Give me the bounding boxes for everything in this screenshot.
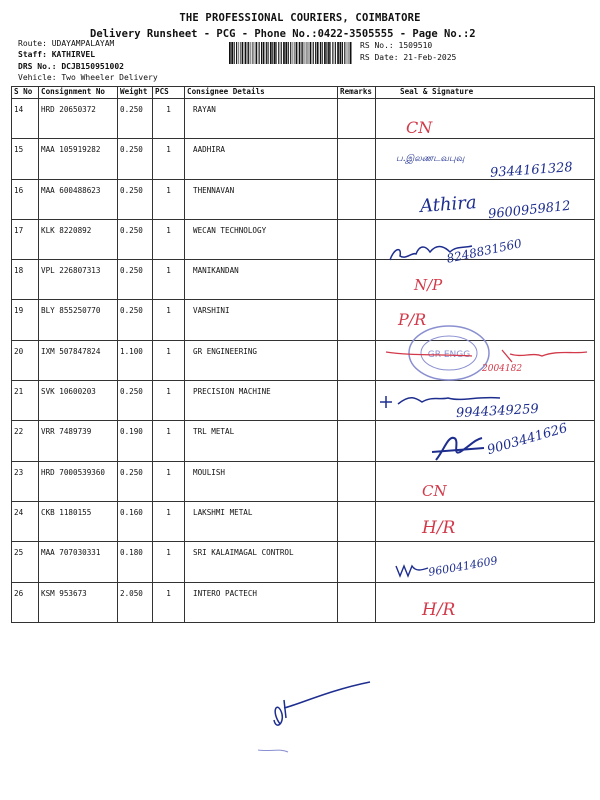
cell-consignment-no: SVK 10600203 [39, 381, 118, 421]
cell-sno: 25 [12, 542, 39, 582]
cell-weight: 0.190 [118, 421, 153, 461]
cell-sno: 19 [12, 300, 39, 340]
hw-r16-phone: 9600959812 [487, 198, 572, 223]
cell-pcs: 1 [153, 300, 185, 340]
cell-sno: 21 [12, 381, 39, 421]
vehicle-label: Vehicle: Two Wheeler Delivery [18, 73, 158, 82]
hw-r19-pr: P/R [398, 310, 427, 329]
cell-consignee: PRECISION MACHINE [185, 381, 338, 421]
cell-remarks [338, 501, 376, 541]
cell-consignment-no: BLY 855250770 [39, 300, 118, 340]
cell-signature [376, 421, 595, 461]
cell-weight: 1.100 [118, 340, 153, 380]
cell-remarks [338, 179, 376, 219]
hw-r24-hr: H/R [422, 518, 456, 538]
table-row [12, 179, 595, 219]
table-header-row [12, 87, 595, 99]
bottom-signature [250, 680, 380, 770]
table-row [12, 582, 595, 622]
table-row [12, 300, 595, 340]
cell-consignee: THENNAVAN [185, 179, 338, 219]
cell-sno: 15 [12, 139, 39, 179]
cell-sno: 23 [12, 461, 39, 501]
cell-remarks [338, 300, 376, 340]
cell-remarks [338, 219, 376, 259]
cell-consignment-no: HRD 20650372 [39, 99, 118, 139]
cell-remarks [338, 421, 376, 461]
hw-r22-phone: 9003441626 [485, 420, 570, 459]
cell-remarks [338, 542, 376, 582]
cell-remarks [338, 381, 376, 421]
cell-pcs: 1 [153, 260, 185, 300]
cell-consignment-no: VPL 226807313 [39, 260, 118, 300]
cell-sno: 26 [12, 582, 39, 622]
cell-signature [376, 139, 595, 179]
cell-sno: 20 [12, 340, 39, 380]
cell-weight: 0.250 [118, 381, 153, 421]
table-row [12, 219, 595, 259]
col-seal-signature: Seal & Signature [376, 87, 595, 99]
cell-consignee: MANIKANDAN [185, 260, 338, 300]
cell-consignee: TRL METAL [185, 421, 338, 461]
cell-consignment-no: IXM 507847824 [39, 340, 118, 380]
cell-consignee: GR ENGINEERING [185, 340, 338, 380]
cell-consignment-no: VRR 7489739 [39, 421, 118, 461]
col-sno: S No [12, 87, 39, 99]
cell-consignment-no: MAA 707030331 [39, 542, 118, 582]
cell-consignment-no: MAA 600488623 [39, 179, 118, 219]
hw-r20-num: 2004182 [482, 364, 523, 374]
barcode-image [229, 42, 353, 64]
rs-no-label: RS No.: 1509510 [360, 41, 433, 50]
cell-weight: 0.160 [118, 501, 153, 541]
cell-consignment-no: KLK 8220892 [39, 219, 118, 259]
cell-weight: 0.250 [118, 99, 153, 139]
table-row [12, 421, 595, 461]
rs-date-label: RS Date: 21-Feb-2025 [360, 53, 457, 62]
cell-signature [376, 99, 595, 139]
hw-r15-name: ப.இலணடவபுவு [396, 154, 465, 164]
cell-remarks [338, 260, 376, 300]
hw-r15-phone: 9344161328 [489, 160, 574, 181]
cell-weight: 0.250 [118, 260, 153, 300]
cell-pcs: 1 [153, 99, 185, 139]
hw-r23-cn: CN [422, 482, 447, 500]
table-row [12, 381, 595, 421]
col-consignee: Consignee Details [185, 87, 338, 99]
hw-r17-phone: 8248831560 [445, 236, 523, 266]
stamp-text: GR ENGG [427, 350, 471, 360]
cell-signature [376, 381, 595, 421]
cell-consignee: SRI KALAIMAGAL CONTROL [185, 542, 338, 582]
table-row [12, 542, 595, 582]
drs-label: DRS No.: DCJB150951002 [18, 62, 124, 71]
cell-signature [376, 340, 595, 380]
hw-r14-cn: CN [406, 118, 433, 137]
staff-label: Staff: KATHIRVEL [18, 50, 96, 59]
cell-consignment-no: CKB 1180155 [39, 501, 118, 541]
cell-pcs: 1 [153, 461, 185, 501]
col-consignment: Consignment No [39, 87, 118, 99]
cell-weight: 0.250 [118, 219, 153, 259]
table-row [12, 501, 595, 541]
table-row [12, 461, 595, 501]
route-label: Route: UDAYAMPALAYAM [18, 39, 115, 48]
cell-consignee: AADHIRA [185, 139, 338, 179]
cell-pcs: 1 [153, 139, 185, 179]
cell-remarks [338, 340, 376, 380]
cell-consignment-no: MAA 105919282 [39, 139, 118, 179]
cell-pcs: 1 [153, 219, 185, 259]
cell-weight: 0.250 [118, 461, 153, 501]
cell-signature [376, 219, 595, 259]
cell-signature [376, 300, 595, 340]
cell-weight: 0.250 [118, 300, 153, 340]
hw-r26-hr: H/R [422, 600, 456, 620]
col-pcs: PCS [153, 87, 185, 99]
cell-sno: 14 [12, 99, 39, 139]
cell-pcs: 1 [153, 340, 185, 380]
runsheet-title: Delivery Runsheet - PCG - Phone No.:0422-3505555 - Page No.:2 [90, 28, 476, 40]
company-title: THE PROFESSIONAL COURIERS, COIMBATORE [179, 12, 421, 24]
cell-weight: 2.050 [118, 582, 153, 622]
cell-pcs: 1 [153, 381, 185, 421]
cell-weight: 0.250 [118, 139, 153, 179]
cell-consignee: LAKSHMI METAL [185, 501, 338, 541]
cell-pcs: 1 [153, 421, 185, 461]
cell-sno: 22 [12, 421, 39, 461]
hw-r21-phone: 9944349259 [455, 401, 540, 422]
cell-pcs: 1 [153, 542, 185, 582]
cell-remarks [338, 139, 376, 179]
hw-r18-np: N/P [414, 276, 443, 294]
cell-weight: 0.180 [118, 542, 153, 582]
cell-remarks [338, 582, 376, 622]
cell-consignee: RAYAN [185, 99, 338, 139]
table-row [12, 340, 595, 380]
cell-signature [376, 461, 595, 501]
cell-sno: 24 [12, 501, 39, 541]
table-row [12, 260, 595, 300]
cell-pcs: 1 [153, 179, 185, 219]
cell-consignee: VARSHINI [185, 300, 338, 340]
cell-consignment-no: KSM 953673 [39, 582, 118, 622]
cell-consignment-no: HRD 7000539360 [39, 461, 118, 501]
col-weight: Weight [118, 87, 153, 99]
cell-signature [376, 582, 595, 622]
cell-consignee: MOULISH [185, 461, 338, 501]
cell-sno: 16 [12, 179, 39, 219]
cell-remarks [338, 461, 376, 501]
cell-signature [376, 501, 595, 541]
col-remarks: Remarks [338, 87, 376, 99]
cell-consignee: INTERO PACTECH [185, 582, 338, 622]
cell-signature [376, 260, 595, 300]
cell-signature [376, 179, 595, 219]
cell-pcs: 1 [153, 501, 185, 541]
cell-pcs: 1 [153, 582, 185, 622]
table-row [12, 139, 595, 179]
cell-consignee: WECAN TECHNOLOGY [185, 219, 338, 259]
table-row [12, 99, 595, 139]
hw-r25-phone: 9600414609 [427, 554, 499, 579]
cell-weight: 0.250 [118, 179, 153, 219]
cell-sno: 18 [12, 260, 39, 300]
cell-remarks [338, 99, 376, 139]
cell-signature [376, 542, 595, 582]
runsheet-table [11, 86, 595, 623]
cell-sno: 17 [12, 219, 39, 259]
hw-r16-name: Athira [419, 192, 478, 217]
